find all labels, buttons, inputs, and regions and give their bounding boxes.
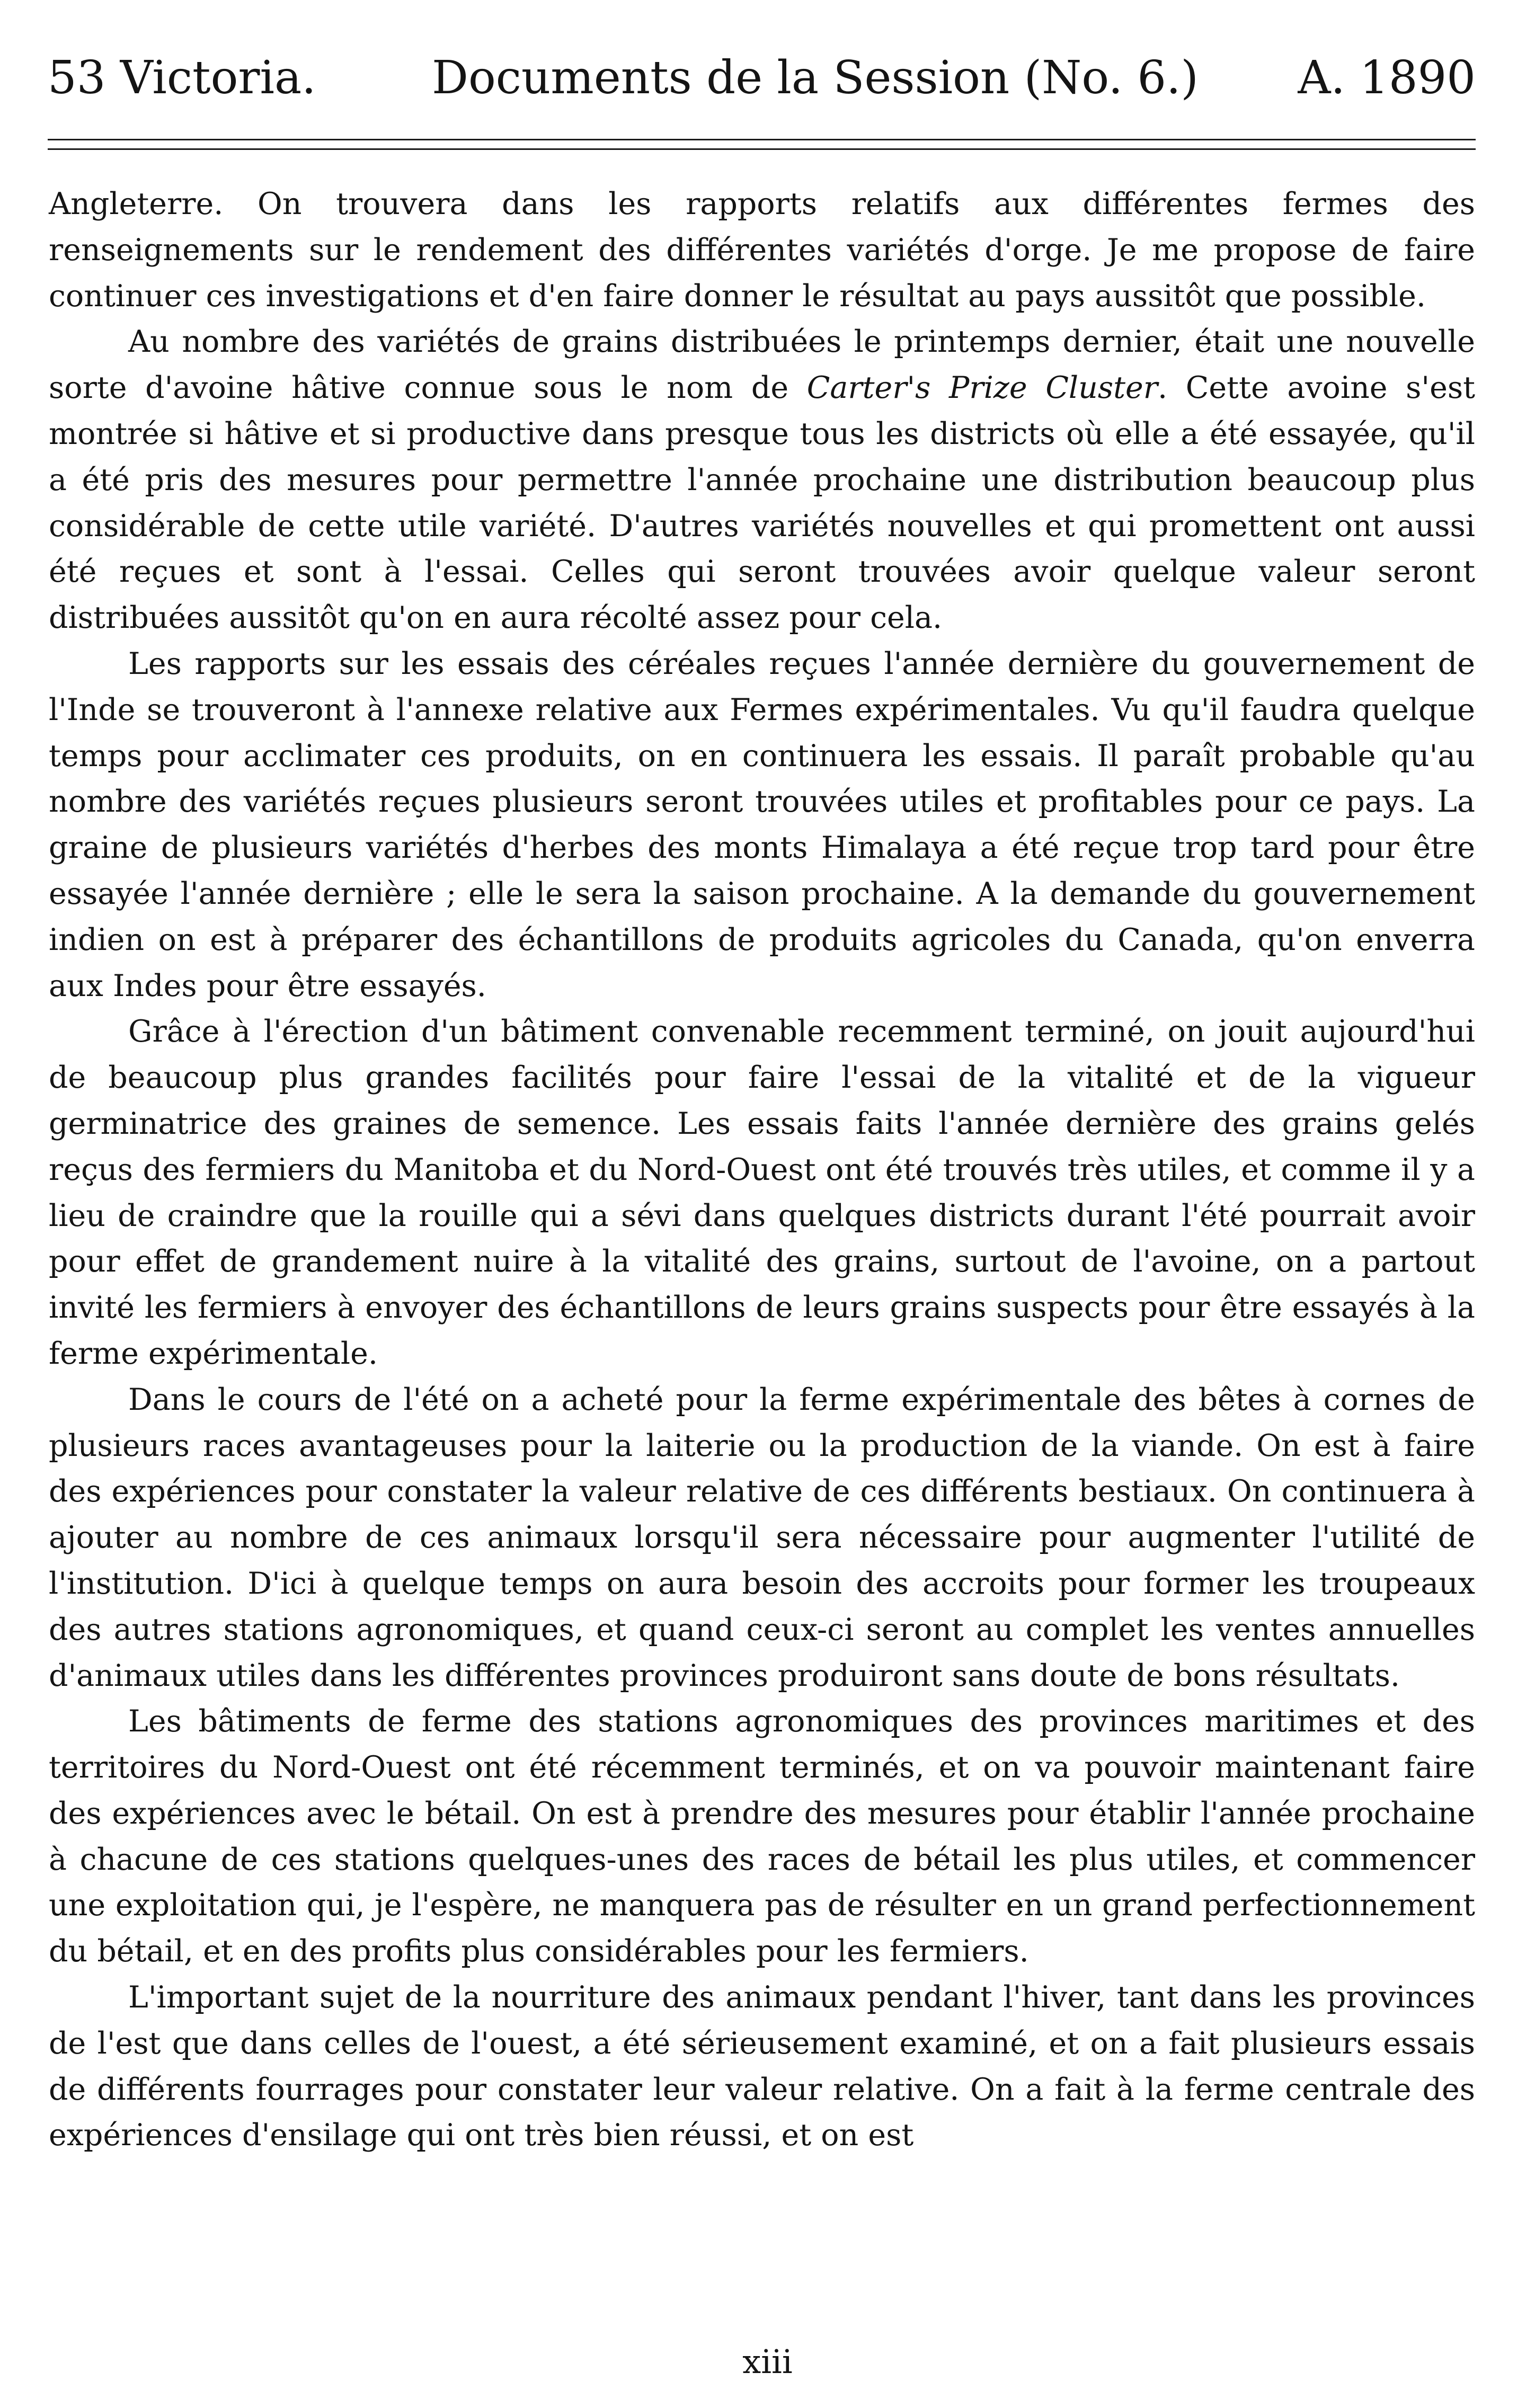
paragraph-2-text-after: . Cette avoine s'est montrée si hâtive et si productive dans presque tous les districts où elle a été essayée, qu'il a été pris des mesures pour permettre l'année prochaine une distribution beaucoup plus considérable de cette utile variété. D'autres variétés nouvelles et qui promettent ont aussi été reçues et sont à l'essai. Celles qui seront trouvées avoir quelque valeur seront distribuées aussitôt qu'on en aura récolté assez pour cela.: [49, 370, 1475, 636]
paragraph-4: Grâce à l'érection d'un bâtiment convenable recemment terminé, on jouit aujourd'hui de beaucoup plus grandes facilités pour faire l'essai de la vitalité et de la vigueur germinatrice des graines de semence. Les essais faits l'année dernière des grains gelés reçus des fermiers du Manitoba et du Nord-Ouest ont été trouvés très utiles, et comme il y a lieu de craindre que la rouille qui a sévi dans quelques districts durant l'été pourrait avoir pour effet de grandement nuire à la vitalité des grains, surtout de l'avoine, on a partout invité les fermiers à envoyer des échantillons de leurs grains suspects pour être essayés à la ferme expérimentale.: [49, 1014, 1475, 1371]
header-session-year: 53 Victoria.: [48, 51, 316, 104]
header-rule-top: [48, 139, 1476, 140]
paragraph-1: Angleterre. On trouvera dans les rapports relatifs aux différentes fermes des renseignements sur le rendement des différentes variétés d'orge. Je me propose de faire continuer ces investigations et d'en faire donner le résultat au pays aussitôt que possible.: [49, 186, 1475, 314]
page-number: xiii: [742, 2342, 793, 2381]
oat-variety-name: Carter's Prize Cluster: [806, 370, 1158, 406]
paragraph-5: Dans le cours de l'été on a acheté pour la ferme expérimentale des bêtes à cornes de plusieurs races avantageuses pour la laiterie ou la production de la viande. On est à faire des expériences pour constater la valeur relative de ces différents bestiaux. On continuera à ajouter au nombre de ces animaux lorsqu'il sera nécessaire pour augmenter l'utilité de l'institution. D'ici à quelque temps on aura besoin des accroits pour former les troupeaux des autres stations agronomiques, et quand ceux-ci seront au complet les ventes annuelles d'animaux utiles dans les différentes provinces produiront sans doute de bons résultats.: [49, 1382, 1475, 1693]
paragraph-2-text-before: Au nombre des variétés de grains distribuées le printemps dernier, était une nouvelle sorte d'avoine hâtive connue sous le nom de: [49, 324, 1475, 406]
header-rule-bottom: [48, 148, 1476, 150]
running-header: [48, 49, 1476, 107]
header-year: A. 1890: [1298, 51, 1476, 104]
header-document-title: Documents de la Session (No. 6.): [432, 51, 1199, 104]
paragraph-7: L'important sujet de la nourriture des animaux pendant l'hiver, tant dans les provinces de l'est que dans celles de l'ouest, a été sérieusement examiné, et on a fait plusieurs essais de différents fourrages pour constater leur valeur relative. On a fait à la ferme centrale des expériences d'ensilage qui ont très bien réussi, et on est: [49, 1980, 1475, 2153]
paragraph-3: Les rapports sur les essais des céréales reçues l'année dernière du gouvernement de l'Inde se trouveront à l'annexe relative aux Fermes expérimentales. Vu qu'il faudra quelque temps pour acclimater ces produits, on en continuera les essais. Il paraît probable qu'au nombre des variétés reçues plusieurs seront trouvées utiles et profitables pour ce pays. La graine de plusieurs variétés d'herbes des monts Himalaya a été reçue trop tard pour être essayée l'année dernière ; elle le sera la saison prochaine. A la demande du gouvernement indien on est à préparer des échantillons de produits agricoles du Canada, qu'on enverra aux Indes pour être essayés.: [49, 646, 1475, 1003]
paragraph-6: Les bâtiments de ferme des stations agronomiques des provinces maritimes et des territoires du Nord-Ouest ont été récemment terminés, et on va pouvoir maintenant faire des expériences avec le bétail. On est à prendre des mesures pour établir l'année prochaine à chacune de ces stations quelques-unes des races de bétail les plus utiles, et commencer une exploitation qui, je l'espère, ne manquera pas de résulter en un grand perfectionnement du bétail, et en des profits plus considérables pour les fermiers.: [49, 1704, 1475, 1969]
body-text: [49, 181, 1475, 2158]
paragraph-2: [49, 319, 1475, 641]
